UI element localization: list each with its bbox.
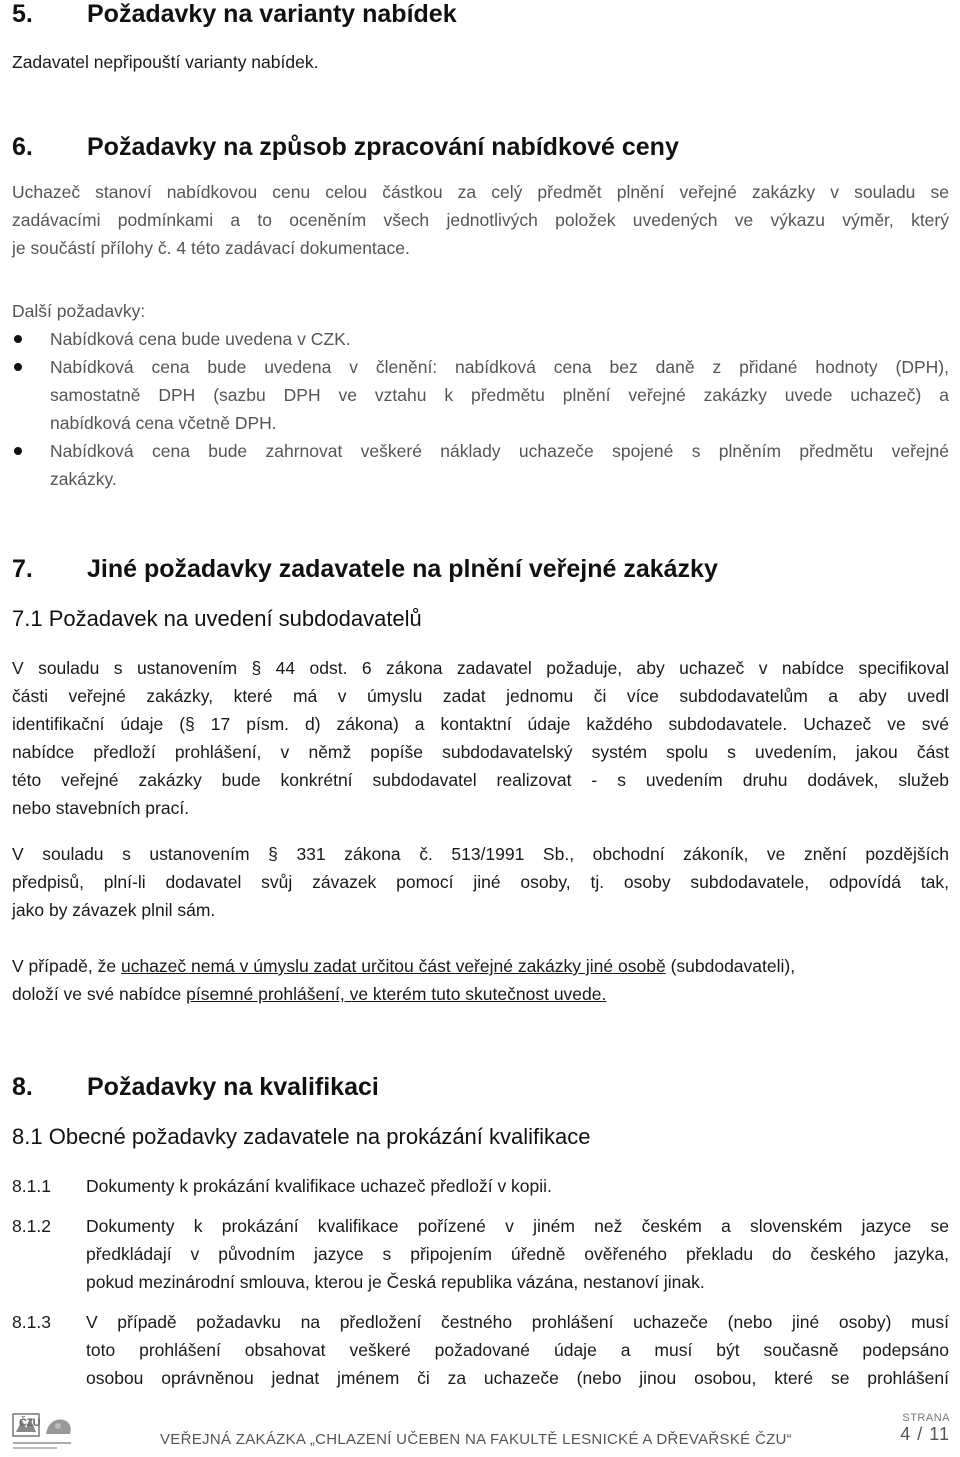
section-title: Požadavky na kvalifikaci bbox=[87, 1073, 379, 1101]
list-item bbox=[0, 325, 960, 353]
bullet-icon bbox=[14, 335, 22, 343]
list-item-line: Nabídková cena bude zahrnovat veškeré náklady uchazeče spojené s plněním předmětu veřejné bbox=[50, 441, 949, 461]
paragraph-line bbox=[12, 980, 949, 1008]
section-8-heading bbox=[12, 1073, 379, 1102]
logo-text: ČZU bbox=[19, 1417, 41, 1429]
section-7-heading bbox=[12, 555, 718, 584]
section-number: 5. bbox=[12, 0, 33, 28]
paragraph-line: Uchazeč stanoví nabídkovou cenu celou částkou za celý předmět plnění veřejné zakázky v souladu se bbox=[12, 182, 949, 202]
section-title: Požadavky na varianty nabídek bbox=[87, 0, 457, 28]
item-line: Dokumenty k prokázání kvalifikace pořízené v jiném než českém a slovenském jazyce se bbox=[86, 1216, 949, 1236]
subsection-7-1-heading bbox=[12, 606, 422, 632]
page-number: 4 / 11 bbox=[900, 1424, 950, 1444]
section-title: Jiné požadavky zadavatele na plnění veřejné zakázky bbox=[87, 555, 718, 583]
section-5-text: Zadavatel nepřipouští varianty nabídek. bbox=[12, 52, 319, 72]
text-span: (subdodavateli), bbox=[665, 956, 796, 976]
list-item-text: Nabídková cena bude uvedena v CZK. bbox=[50, 329, 351, 349]
underlined-text: písemné prohlášení, ve kterém tuto skutečnost uvede. bbox=[186, 984, 607, 1004]
subcontractors-paragraph bbox=[12, 654, 949, 822]
paragraph-line bbox=[12, 952, 949, 980]
item-number: 8.1.3 bbox=[12, 1312, 51, 1332]
section-number: 8. bbox=[12, 1073, 33, 1101]
page-label: STRANA bbox=[902, 1412, 950, 1424]
paragraph-line: nebo stavebních prací. bbox=[12, 798, 190, 818]
text-span: V případě, že bbox=[12, 956, 121, 976]
paragraph-line: této veřejné zakázky bude konkrétní subdodavatel realizovat - s uvedením druhu dodávek, služeb bbox=[12, 770, 949, 790]
section-number: 7. bbox=[12, 555, 33, 583]
list-item-line: zakázky. bbox=[50, 469, 117, 489]
subsection-title: Obecné požadavky zadavatele na prokázání kvalifikace bbox=[48, 1124, 591, 1149]
subsection-number: 7.1 bbox=[12, 606, 43, 631]
bullet-icon bbox=[14, 363, 22, 371]
item-text bbox=[86, 1308, 949, 1392]
paragraph-line: předpisů, plní-li dodavatel svůj závazek pomocí jiné osoby, tj. osoby subdodavatele, odpovídá tak, bbox=[12, 872, 949, 892]
section-6-paragraph bbox=[12, 178, 949, 262]
item-number: 8.1.1 bbox=[12, 1176, 51, 1196]
subsection-number: 8.1 bbox=[12, 1124, 43, 1149]
paragraph-line: nabídce předloží prohlášení, v němž popíše subdodavatelský systém spolu s uvedením, jakou část bbox=[12, 742, 949, 762]
underlined-text: uchazeč nemá v úmyslu zadat určitou část veřejné zakázky jiné osobě bbox=[120, 956, 666, 976]
item-line: osobou oprávněnou jednat jménem či za uchazeče (nebo jinou osobou, které se prohlášení bbox=[86, 1368, 949, 1388]
numbered-item bbox=[0, 1172, 960, 1212]
list-item-line: Nabídková cena bude uvedena v členění: nabídková cena bez daně z přidané hodnoty (DPH), bbox=[50, 357, 949, 377]
requirements-list bbox=[0, 325, 960, 493]
paragraph-line: V souladu s ustanovením § 44 odst. 6 zákona zadavatel požaduje, aby uchazeč v nabídce specifikoval bbox=[12, 658, 949, 678]
list-item-line: samostatně DPH (sazbu DPH ve vztahu k předmětu plnění veřejné zakázky uvede uchazeč) a bbox=[50, 385, 949, 405]
further-requirements-label: Další požadavky: bbox=[12, 301, 146, 321]
paragraph-line: části veřejné zakázky, které má v úmyslu zadat jednomu či více subdodavatelům a aby uvedl bbox=[12, 686, 949, 706]
university-logo bbox=[12, 1412, 74, 1452]
item-text: Dokumenty k prokázání kvalifikace uchazeč předloží v kopii. bbox=[86, 1176, 552, 1196]
paragraph-line: jako by závazek plnil sám. bbox=[12, 900, 216, 920]
item-number: 8.1.2 bbox=[12, 1216, 51, 1236]
item-text bbox=[86, 1212, 949, 1296]
qualification-items bbox=[0, 1172, 960, 1392]
list-item-text bbox=[50, 353, 949, 437]
list-item bbox=[0, 437, 960, 493]
no-subcontractor-paragraph bbox=[12, 952, 949, 1008]
footer-document-title: VEŘEJNÁ ZAKÁZKA „CHLAZENÍ UČEBEN NA FAKULTĚ LESNICKÉ A DŘEVAŘSKÉ ČZU“ bbox=[160, 1431, 792, 1448]
item-line: předkládají v původním jazyce s připojením úředně ověřeného překladu do českého jazyka, bbox=[86, 1244, 949, 1264]
numbered-item bbox=[0, 1212, 960, 1308]
item-line: pokud mezinárodní smlouva, kterou je Česká republika vázána, nestanoví jinak. bbox=[86, 1272, 705, 1292]
section-6-heading bbox=[12, 133, 679, 162]
numbered-item bbox=[0, 1308, 960, 1392]
text-span: doloží ve své nabídce bbox=[12, 984, 187, 1004]
paragraph-line: zadávacími podmínkami a to oceněním všech jednotlivých položek uvedených ve výkazu výměr, který bbox=[12, 210, 949, 230]
section-number: 6. bbox=[12, 133, 33, 161]
paragraph-line: je součástí přílohy č. 4 této zadávací dokumentace. bbox=[12, 238, 410, 258]
bullet-icon bbox=[14, 447, 22, 455]
list-item-text bbox=[50, 437, 949, 493]
item-line: toto prohlášení obsahovat veškeré požadované údaje a musí být současně podepsáno bbox=[86, 1340, 949, 1360]
page-indicator bbox=[890, 1412, 950, 1445]
section-title: Požadavky na způsob zpracování nabídkové ceny bbox=[87, 133, 679, 161]
item-line: V případě požadavku na předložení čestného prohlášení uchazeče (nebo jiné osoby) musí bbox=[86, 1312, 949, 1332]
paragraph-line: identifikační údaje (§ 17 písm. d) zákona) a kontaktní údaje každého subdodavatele. Uchazeč ve své bbox=[12, 714, 949, 734]
section-5-heading bbox=[12, 0, 457, 29]
subsection-8-1-heading bbox=[12, 1124, 591, 1150]
list-item-line: nabídková cena včetně DPH. bbox=[50, 413, 277, 433]
commercial-code-paragraph bbox=[12, 840, 949, 924]
paragraph-line: V souladu s ustanovením § 331 zákona č. 513/1991 Sb., obchodní zákoník, ve znění pozdějších bbox=[12, 844, 949, 864]
list-item bbox=[0, 353, 960, 437]
subsection-title: Požadavek na uvedení subdodavatelů bbox=[48, 606, 422, 631]
